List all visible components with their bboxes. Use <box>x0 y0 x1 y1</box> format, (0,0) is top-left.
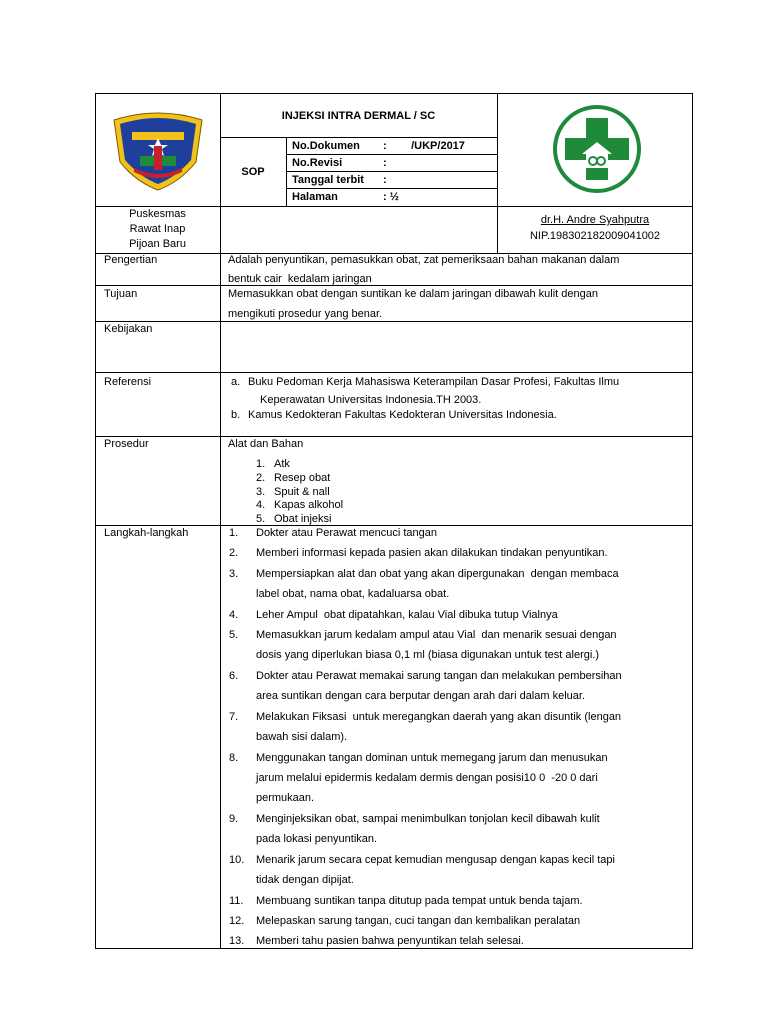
regional-coat-of-arms-icon <box>110 110 206 192</box>
label-prosedur: Prosedur <box>104 438 149 450</box>
step-line: Leher Ampul obat dipatahkan, kalau Vial dibuka tutup Vialnya <box>256 609 558 621</box>
health-cross-logo-icon <box>548 104 646 194</box>
prosedur-item: Kapas alkohol <box>274 499 344 511</box>
column-divider-left <box>220 93 221 949</box>
field-value-no-dokumen: : /UKP/2017 <box>383 140 465 152</box>
step-line: Dokter atau Perawat memakai sarung tangan dan melakukan pembersihan <box>256 670 622 682</box>
step-number: 8. <box>229 752 239 764</box>
step-line: jarum melalui epidermis kedalam dermis dengan posisi10 0 -20 0 dari <box>256 772 598 784</box>
prosedur-item-number: 1. <box>256 458 266 470</box>
step-number: 4. <box>229 609 239 621</box>
step-line: Melakukan Fiksasi untuk meregangkan daerah yang akan disuntik (lengan <box>256 711 622 723</box>
row-divider-tujuan <box>95 285 693 286</box>
pengertian-line-2: bentuk cair kedalam jaringan <box>228 273 372 285</box>
table-border-top <box>95 93 693 94</box>
field-label-no-dokumen: No.Dokumen <box>292 140 360 152</box>
step-number: 11. <box>229 895 244 907</box>
institution-line-2: Rawat Inap <box>129 223 186 235</box>
step-line: Memasukkan jarum kedalam ampul atau Vial dan menarik sesuai dengan <box>256 629 617 641</box>
prosedur-item-number: 3. <box>256 486 266 498</box>
field-label-tanggal-terbit: Tanggal terbit <box>292 174 364 186</box>
step-line: Membuang suntikan tanpa ditutup pada tempat untuk benda tajam. <box>256 895 583 907</box>
pengertian-line-1: Adalah penyuntikan, pemasukkan obat, zat pemeriksaan bahan makanan dalam <box>228 254 620 266</box>
step-number: 5. <box>229 629 239 641</box>
step-number: 7. <box>229 711 239 723</box>
step-line: Mempersiapkan alat dan obat yang akan dipergunakan dengan membaca <box>256 568 619 580</box>
step-number: 13. <box>229 935 245 947</box>
table-border-bottom <box>95 948 693 949</box>
institution-line-3: Pijoan Baru <box>129 238 186 250</box>
field-label-no-revisi: No.Revisi <box>292 157 343 169</box>
referensi-marker-b: b. <box>231 409 241 421</box>
referensi-b-line-1: Kamus Kedokteran Fakultas Kedokteran Universitas Indonesia. <box>248 409 557 421</box>
field-divider-1 <box>286 154 497 155</box>
label-langkah: Langkah-langkah <box>104 527 189 539</box>
label-tujuan: Tujuan <box>104 288 138 300</box>
label-pengertian: Pengertian <box>104 254 158 266</box>
step-line: Memberi tahu pasien bahwa penyuntikan telah selesai. <box>256 935 524 947</box>
prosedur-heading: Alat dan Bahan <box>228 438 304 450</box>
prosedur-item-number: 4. <box>256 499 266 511</box>
tujuan-line-2: mengikuti prosedur yang benar. <box>228 308 383 320</box>
prosedur-item: Obat injeksi <box>274 513 332 525</box>
step-number: 9. <box>229 813 239 825</box>
label-referensi: Referensi <box>104 376 152 388</box>
step-line: label obat, nama obat, kadaluarsa obat. <box>256 588 450 600</box>
referensi-marker-a: a. <box>231 376 241 388</box>
step-number: 12. <box>229 915 245 927</box>
row-divider-referensi <box>95 372 693 373</box>
field-label-halaman: Halaman <box>292 191 338 203</box>
step-number: 2. <box>229 547 239 559</box>
signer-nip: NIP.198302182009041002 <box>529 230 661 242</box>
step-line: Menginjeksikan obat, sampai menimbulkan tonjolan kecil dibawah kulit <box>256 813 600 825</box>
field-value-halaman: : ½ <box>383 191 399 203</box>
step-number: 6. <box>229 670 239 682</box>
referensi-a-line-2: Keperawatan Universitas Indonesia.TH 2003. <box>260 394 482 406</box>
step-line: Menggunakan tangan dominan untuk memegang jarum dan menusukan <box>256 752 608 764</box>
step-line: Menarik jarum secara cepat kemudian mengusap dengan kapas kecil tapi <box>256 854 615 866</box>
step-number: 1. <box>229 527 239 539</box>
field-value-no-revisi: : <box>383 157 387 169</box>
prosedur-item: Atk <box>274 458 290 470</box>
row-divider-kebijakan <box>95 321 693 322</box>
title-row-divider <box>220 137 497 138</box>
field-value-tanggal-terbit: : <box>383 174 387 186</box>
step-line: tidak dengan dipijat. <box>256 874 354 886</box>
step-line: area suntikan dengan cara berputar dengan arah dari dalam keluar. <box>256 690 586 702</box>
step-number: 3. <box>229 568 239 580</box>
label-kebijakan: Kebijakan <box>104 323 153 335</box>
signer-name: dr.H. Andre Syahputra <box>540 214 650 226</box>
step-line: bawah sisi dalam). <box>256 731 348 743</box>
prosedur-item-number: 2. <box>256 472 266 484</box>
step-line: Melepaskan sarung tangan, cuci tangan dan kembalikan peralatan <box>256 915 581 927</box>
prosedur-item: Resep obat <box>274 472 331 484</box>
step-number: 10. <box>229 854 245 866</box>
step-line: Dokter atau Perawat mencuci tangan <box>256 527 437 539</box>
step-line: pada lokasi penyuntikan. <box>256 833 378 845</box>
sop-label: SOP <box>241 166 265 178</box>
field-divider-2 <box>286 171 497 172</box>
document-title: INJEKSI INTRA DERMAL / SC <box>281 110 436 122</box>
prosedur-item-number: 5. <box>256 513 266 525</box>
step-line: dosis yang diperlukan biasa 0,1 ml (biasa digunakan untuk test alergi.) <box>256 649 600 661</box>
step-line: Memberi informasi kepada pasien akan dilakukan tindakan penyuntikan. <box>256 547 608 559</box>
referensi-a-line-1: Buku Pedoman Kerja Mahasiswa Keterampilan Dasar Profesi, Fakultas Ilmu <box>248 376 620 388</box>
step-line: permukaan. <box>256 792 315 804</box>
tujuan-line-1: Memasukkan obat dengan suntikan ke dalam jaringan dibawah kulit dengan <box>228 288 598 300</box>
prosedur-item: Spuit & nall <box>274 486 330 498</box>
row-divider-prosedur <box>95 436 693 437</box>
institution-line-1: Puskesmas <box>129 208 186 220</box>
field-divider-3 <box>286 188 497 189</box>
